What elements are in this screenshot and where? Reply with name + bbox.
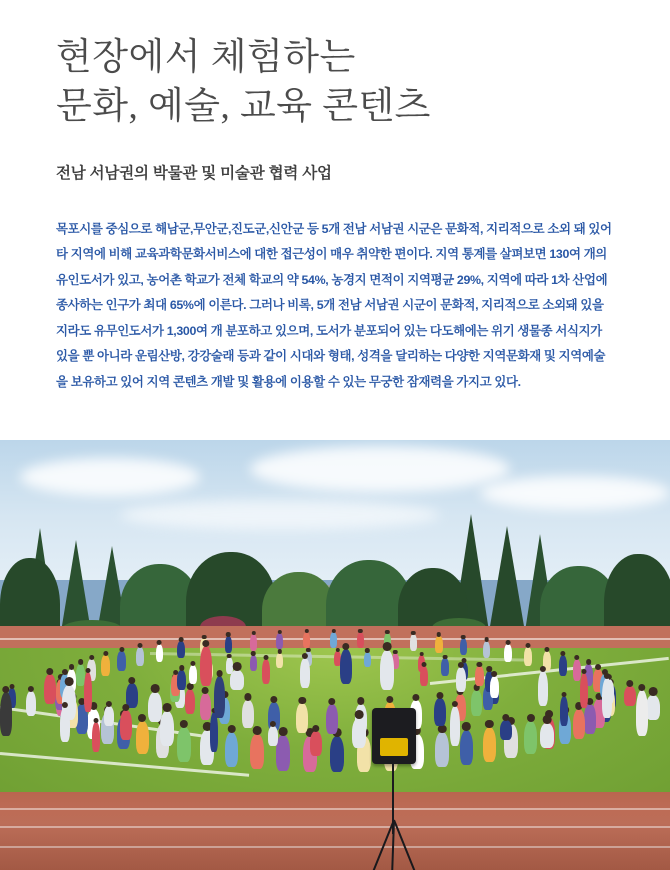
child-head <box>226 632 231 637</box>
child-head <box>202 687 209 694</box>
child-figure <box>364 652 371 667</box>
child-figure <box>136 721 149 754</box>
child-head <box>278 630 282 634</box>
child-head <box>244 693 251 700</box>
child-head <box>526 643 531 648</box>
child-figure <box>250 634 257 650</box>
child-head <box>69 664 75 670</box>
child-figure <box>460 638 467 655</box>
child-head <box>411 631 415 635</box>
child-head <box>365 648 369 652</box>
child-figure <box>326 704 338 734</box>
child-figure <box>92 722 100 752</box>
child-head <box>122 704 129 711</box>
child-head <box>626 680 633 687</box>
child-head <box>94 718 99 723</box>
headline-line-2: 문화, 예술, 교육 콘텐츠 <box>56 86 431 128</box>
child-figure <box>646 695 660 720</box>
child-figure <box>185 689 196 715</box>
child-head <box>190 661 195 666</box>
child-figure <box>584 704 596 734</box>
child-figure <box>435 732 449 767</box>
child-figure <box>0 692 12 736</box>
child-head <box>137 643 142 648</box>
child-figure <box>310 731 322 756</box>
child-head <box>458 662 464 668</box>
child-figure <box>490 676 499 698</box>
child-head <box>28 686 34 692</box>
child-figure <box>340 649 352 684</box>
speaker-box <box>372 708 416 764</box>
child-figure <box>483 641 491 659</box>
child-figure <box>624 686 636 706</box>
child-head <box>78 659 84 665</box>
child-figure <box>540 723 554 748</box>
child-figure <box>44 674 56 704</box>
child-figure <box>538 671 548 706</box>
child-figure <box>450 706 460 746</box>
child-figure <box>200 693 211 720</box>
child-head <box>328 698 335 705</box>
child-figure <box>420 666 428 686</box>
child-figure <box>441 658 449 675</box>
child-figure <box>352 718 366 748</box>
child-head <box>227 654 232 659</box>
child-head <box>540 666 546 672</box>
child-figure <box>357 632 364 648</box>
child-head <box>595 664 601 670</box>
child-head <box>279 727 288 736</box>
child-figure <box>380 650 394 690</box>
child-head <box>506 640 511 645</box>
child-head <box>157 640 162 645</box>
child-figure <box>330 632 337 648</box>
child-figure <box>456 667 466 692</box>
child-head <box>527 714 535 722</box>
child-head <box>270 696 277 703</box>
child-head <box>422 662 427 667</box>
child-head <box>179 637 184 642</box>
child-head <box>543 715 552 724</box>
child-figure <box>250 734 264 770</box>
child-head <box>462 722 470 730</box>
child-head <box>560 651 565 656</box>
child-figure <box>225 636 232 653</box>
child-head <box>582 669 587 674</box>
child-head <box>357 697 364 704</box>
child-figure <box>504 644 512 662</box>
children-crowd <box>0 440 670 870</box>
child-head <box>302 653 308 659</box>
child-head <box>413 694 420 701</box>
child-figure <box>101 655 110 675</box>
child-head <box>358 629 362 633</box>
child-figure <box>262 659 270 684</box>
child-figure <box>177 641 185 659</box>
child-figure <box>104 706 114 726</box>
child-figure <box>177 670 186 690</box>
child-head <box>304 629 308 633</box>
child-figure <box>200 646 212 686</box>
child-figure <box>560 696 568 726</box>
photo-image <box>0 440 670 870</box>
child-head <box>393 650 397 654</box>
child-head <box>180 720 188 728</box>
headline-line-1: 현장에서 체험하는 <box>56 37 356 78</box>
child-figure <box>189 665 197 684</box>
child-head <box>278 649 282 653</box>
child-figure <box>296 703 308 733</box>
child-figure <box>120 710 132 740</box>
child-figure <box>602 678 612 718</box>
child-figure <box>524 721 537 754</box>
child-head <box>264 655 269 660</box>
child-head <box>312 725 319 732</box>
child-head <box>299 697 306 704</box>
child-figure <box>268 726 278 746</box>
child-head <box>65 677 74 686</box>
child-head <box>438 725 447 734</box>
child-figure <box>156 644 164 662</box>
child-head <box>386 696 393 703</box>
child-head <box>491 671 497 677</box>
child-figure <box>276 735 290 771</box>
child-figure <box>471 690 482 716</box>
child-head <box>251 651 256 656</box>
child-head <box>437 692 444 699</box>
child-figure <box>210 712 218 752</box>
child-head <box>484 637 489 642</box>
child-head <box>187 683 194 690</box>
child-head <box>89 655 94 660</box>
child-head <box>151 684 160 693</box>
child-figure <box>559 655 568 675</box>
child-head <box>355 710 364 719</box>
child-head <box>46 668 53 675</box>
child-figure <box>460 730 474 765</box>
child-figure <box>136 647 144 666</box>
child-figure <box>573 709 585 740</box>
body-paragraph: 목포시를 중심으로 해남군,무안군,진도군,신안군 등 5개 전남 서남권 시군은 문화적, 지리적으로 소외 돼 있어 타 지역에 비해 교육과학문화서비스에 대한 접근성이 매우 취약한 편이다. 지역 통계를 살펴보면 130여 개의 유인도서가 있고, 농어촌 학교가 전체 학교의 약 54%, 농경지 면적이 지역평균 29%, 지역에 따라 1차 산업에 종사하는 인구가 최대 65%에 이른다. 그러나 비록, 5개 전남 서남권 시군이 문화적, 지리적으로 소외돼 있을지라도 유무인도서가 1,300여 개 분포하고 있으며, 도서가 분포되어 있는 다도해에는 위기 생물종 서식지가 있을 뿐 아니라 운림산방, 강강술래 등과 같이 시대와 형태, 성격을 달리하는 다양한 지역문화재 및 지역예술을 보유하고 있어 지역 콘텐츠 개발 및 활용에 이용할 수 있는 무궁한 잠재력을 가지고 있다. <box>56 221 612 389</box>
child-figure <box>225 732 239 767</box>
child-figure <box>303 632 310 648</box>
child-figure <box>500 720 512 740</box>
child-head <box>638 684 645 691</box>
child-figure <box>435 636 442 653</box>
child-head <box>574 655 579 660</box>
child-figure <box>242 700 254 729</box>
child-figure <box>276 633 283 649</box>
child-head <box>179 665 184 670</box>
child-figure <box>475 666 483 685</box>
child-head <box>437 632 442 637</box>
child-head <box>252 631 256 635</box>
child-head <box>106 701 112 707</box>
child-figure <box>160 711 174 746</box>
child-head <box>461 635 466 640</box>
child-head <box>119 647 124 652</box>
child-head <box>202 635 207 640</box>
child-head <box>306 648 310 652</box>
child-head <box>586 659 592 665</box>
child-figure <box>524 647 532 666</box>
child-figure <box>300 658 310 688</box>
child-figure <box>276 653 283 668</box>
child-head <box>383 642 392 651</box>
child-figure <box>330 736 344 772</box>
child-head <box>103 651 108 656</box>
child-head <box>10 684 15 689</box>
child-head <box>253 726 262 735</box>
child-figure <box>230 670 244 690</box>
body-text <box>56 217 614 396</box>
child-head <box>336 648 340 652</box>
page-title <box>56 34 614 131</box>
child-head <box>419 652 424 657</box>
child-head <box>477 662 482 667</box>
child-head <box>202 640 209 647</box>
photo-vignette <box>0 810 670 870</box>
child-figure <box>434 698 445 726</box>
child-head <box>138 714 146 722</box>
child-head <box>342 643 349 650</box>
child-figure <box>26 691 36 716</box>
child-head <box>233 662 242 671</box>
child-head <box>227 725 236 734</box>
child-head <box>562 692 567 697</box>
child-head <box>485 720 493 728</box>
child-head <box>216 670 223 677</box>
child-head <box>331 629 335 633</box>
child-figure <box>60 707 70 742</box>
child-head <box>385 630 389 634</box>
child-figure <box>84 672 92 712</box>
subtitle: 전남 서남권의 박물관 및 미술관 협력 사업 <box>56 164 332 182</box>
child-head <box>502 714 509 721</box>
child-head <box>649 687 658 696</box>
child-figure <box>177 727 190 761</box>
child-head <box>544 647 549 652</box>
child-head <box>163 703 172 712</box>
child-figure <box>214 676 225 718</box>
child-figure <box>250 655 257 671</box>
child-head <box>128 677 135 684</box>
child-figure <box>117 651 125 671</box>
child-figure <box>580 673 588 708</box>
child-figure <box>410 634 417 650</box>
child-head <box>86 668 91 673</box>
child-figure <box>148 692 162 722</box>
child-head <box>270 721 276 727</box>
child-figure <box>483 727 496 761</box>
child-head <box>442 655 447 660</box>
child-figure <box>636 690 648 736</box>
